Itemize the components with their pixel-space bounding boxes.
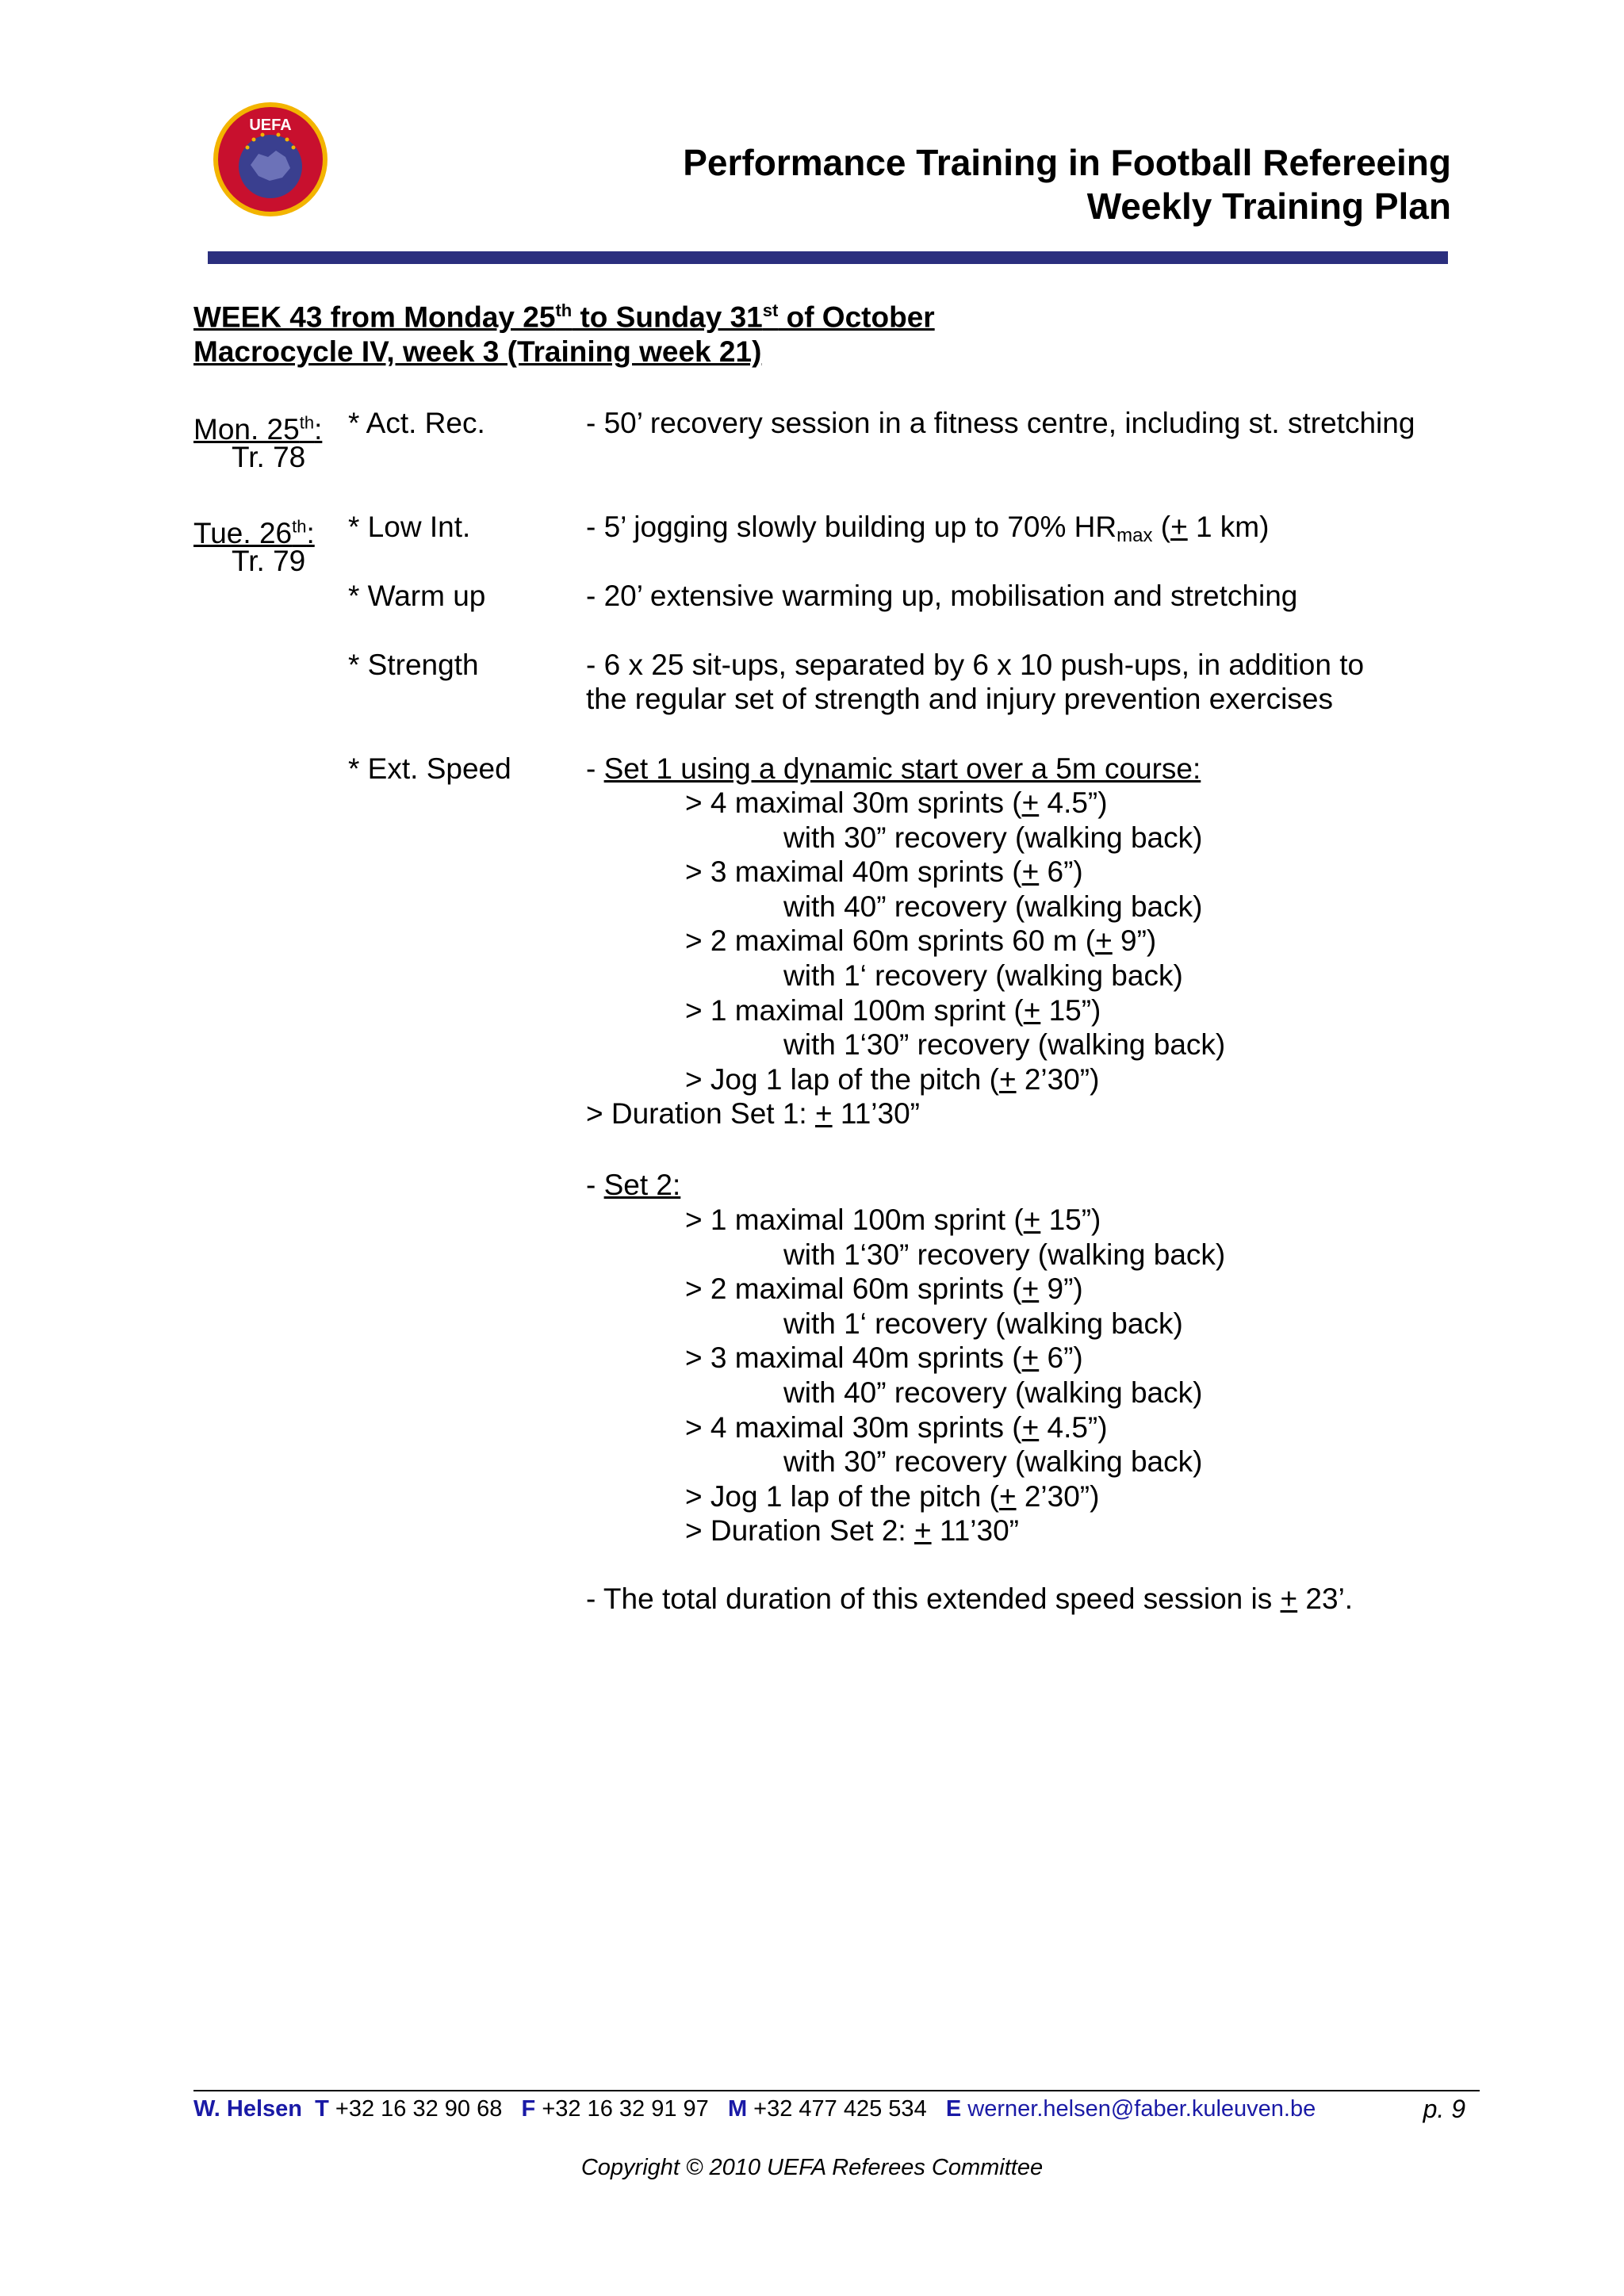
set1-line: with 40” recovery (walking back) xyxy=(783,890,1203,923)
set1-line: > Jog 1 lap of the pitch (+ 2’30”) xyxy=(685,1063,1100,1096)
set2-heading: - Set 2: xyxy=(586,1169,681,1201)
set2-line: with 1‘ recovery (walking back) xyxy=(783,1307,1183,1340)
footer-mobile: +32 477 425 534 xyxy=(753,2096,927,2122)
set2-line: > 4 maximal 30m sprints (+ 4.5”) xyxy=(685,1411,1108,1444)
desc-warm-up: - 20’ extensive warming up, mobilisation and stretching xyxy=(586,580,1298,612)
page-number: p. 9 xyxy=(1423,2095,1465,2123)
activity-warm-up: * Warm up xyxy=(348,580,486,612)
set2-line: > Duration Set 2: + 11’30” xyxy=(685,1514,1019,1547)
set2-line: > 1 maximal 100m sprint (+ 15”) xyxy=(685,1203,1101,1236)
day-label-tue: Tue. 26th: xyxy=(193,517,315,550)
week-heading: WEEK 43 from Monday 25th to Sunday 31st of October xyxy=(193,300,935,334)
footer-rule xyxy=(193,2090,1480,2091)
svg-text:UEFA: UEFA xyxy=(249,117,292,134)
footer-fax: +32 16 32 91 97 xyxy=(542,2096,709,2122)
set2-line: > 2 maximal 60m sprints (+ 9”) xyxy=(685,1272,1083,1305)
header-rule xyxy=(208,251,1448,264)
day-label-mon: Mon. 25th: xyxy=(193,413,323,446)
copyright: Copyright © 2010 UEFA Referees Committee xyxy=(580,2155,1044,2180)
doc-subtitle: Weekly Training Plan xyxy=(1086,186,1451,227)
uefa-logo xyxy=(213,101,328,217)
desc-act-rec: - 50’ recovery session in a fitness centre, including st. stretching xyxy=(586,407,1415,439)
set1-line: > 3 maximal 40m sprints (+ 6”) xyxy=(685,855,1083,888)
set1-line: > 1 maximal 100m sprint (+ 15”) xyxy=(685,994,1101,1027)
set2-line: > 3 maximal 40m sprints (+ 6”) xyxy=(685,1341,1083,1374)
activity-act-rec: * Act. Rec. xyxy=(348,407,485,439)
activity-strength: * Strength xyxy=(348,649,479,681)
set1-line: with 1‘ recovery (walking back) xyxy=(783,959,1183,992)
activity-low-int: * Low Int. xyxy=(348,511,471,543)
desc-low-int: - 5’ jogging slowly building up to 70% $HR_{max}$ (+ 1 km) xyxy=(586,511,1270,546)
desc-strength-line2: the regular set of strength and injury prevention exercises xyxy=(586,683,1333,715)
desc-strength-line1: - 6 x 25 sit-ups, separated by 6 x 10 push-ups, in addition to xyxy=(586,649,1365,681)
doc-title: Performance Training in Football Refereeing xyxy=(683,142,1451,183)
set1-line: with 1‘30” recovery (walking back) xyxy=(783,1028,1226,1061)
set1-line: > 4 maximal 30m sprints (+ 4.5”) xyxy=(685,786,1108,819)
set2-line: with 30” recovery (walking back) xyxy=(783,1445,1203,1478)
training-number-tue: Tr. 79 xyxy=(232,545,306,577)
set1-line: with 30” recovery (walking back) xyxy=(783,821,1203,854)
set2-line: > Jog 1 lap of the pitch (+ 2’30”) xyxy=(685,1480,1100,1513)
set1-line: > Duration Set 1: + 11’30” xyxy=(586,1097,920,1130)
activity-ext-speed: * Ext. Speed xyxy=(348,752,511,785)
footer-phone: +32 16 32 90 68 xyxy=(335,2096,503,2122)
set2-line: with 40” recovery (walking back) xyxy=(783,1376,1203,1409)
set1-line: > 2 maximal 60m sprints 60 m (+ 9”) xyxy=(685,924,1157,957)
footer-name: W. Helsen xyxy=(193,2096,302,2122)
macrocycle-heading: Macrocycle IV, week 3 (Training week 21) xyxy=(193,335,762,368)
set2-line: with 1‘30” recovery (walking back) xyxy=(783,1238,1226,1271)
training-number-mon: Tr. 78 xyxy=(232,441,306,473)
total-duration: - The total duration of this extended speed session is + 23’. xyxy=(586,1582,1354,1615)
set1-heading: - Set 1 using a dynamic start over a 5m course: xyxy=(586,752,1201,785)
footer-contact: W. Helsen T +32 16 32 90 68 F +32 16 32 91 97 M +32 477 425 534 E werner.helsen@faber.kuleuven.be xyxy=(193,2096,1316,2122)
footer-email[interactable]: werner.helsen@faber.kuleuven.be xyxy=(967,2096,1316,2122)
